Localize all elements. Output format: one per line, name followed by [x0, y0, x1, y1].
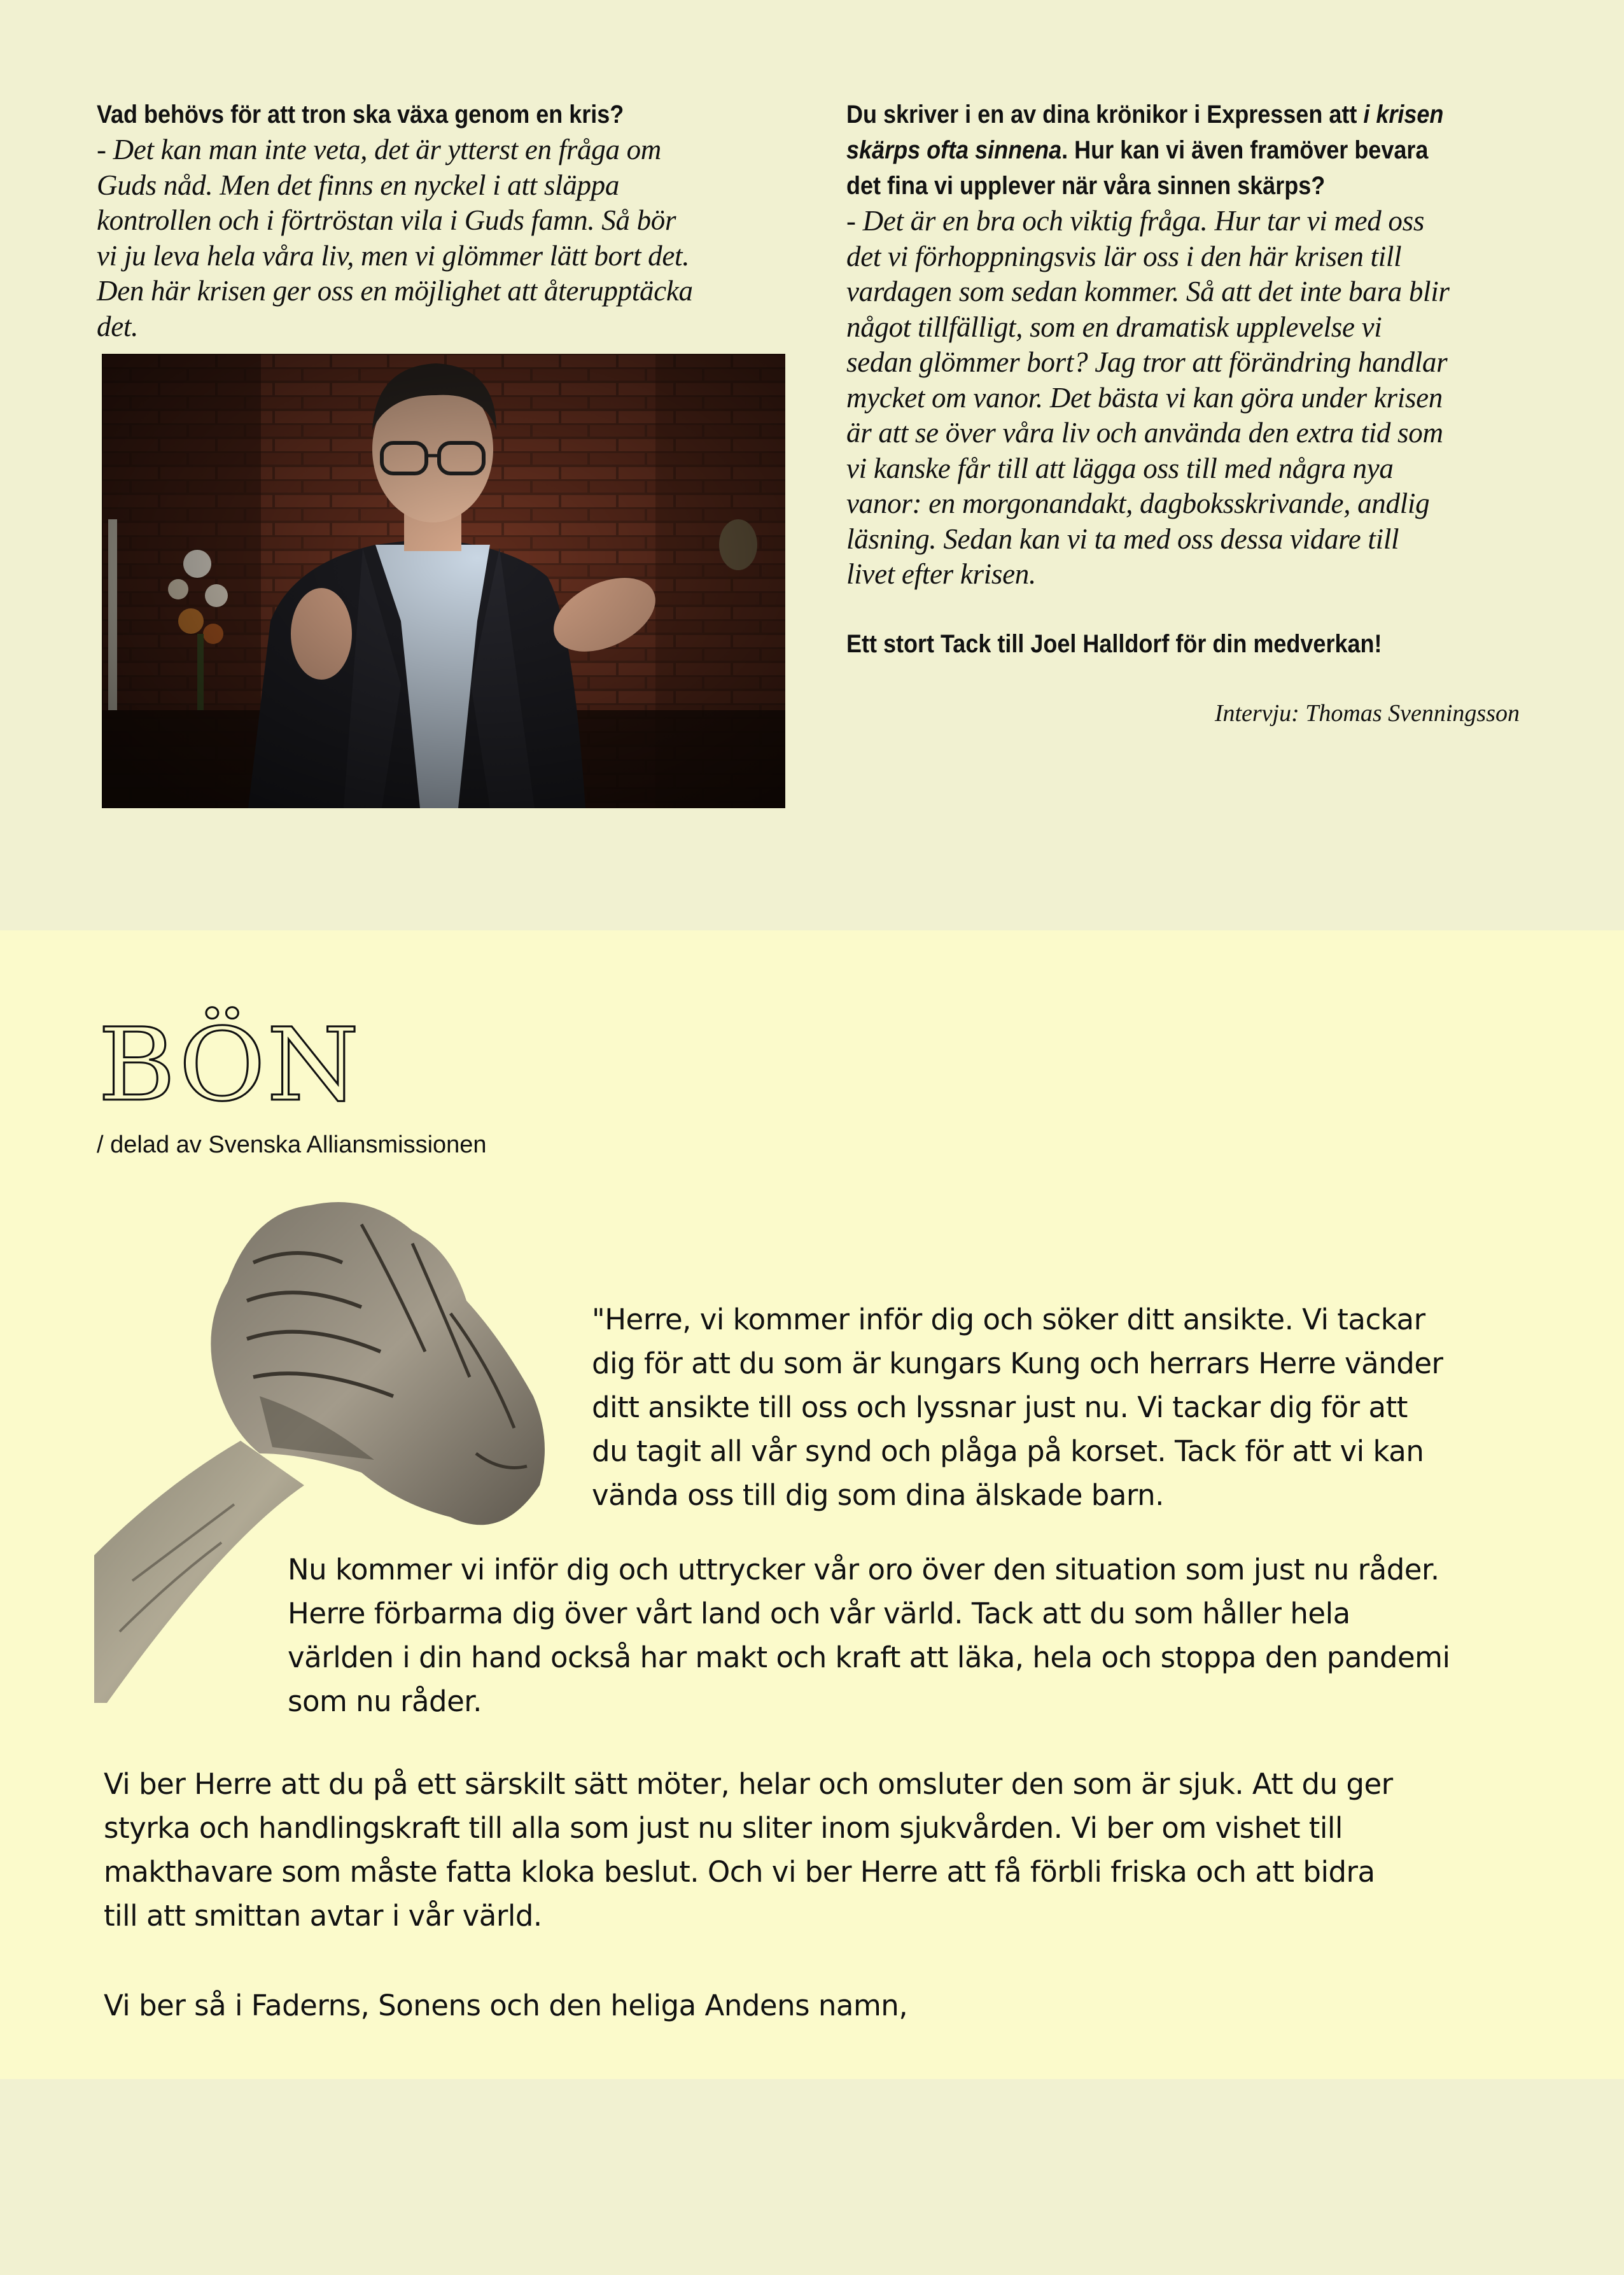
interview-credit: Intervju: Thomas Svenningsson — [1214, 700, 1520, 727]
answer-1: - Det kan man inte veta, det är ytterst en fråga om Guds nåd. Men det finns en nyckel i att släppa kontrollen och i förtröstan vila i Guds famn. Så bör vi ju leva hela våra liv, men vi glömmer lätt bort det. Den här krisen ger oss en möjlighet att återupptäcka det. — [97, 134, 693, 342]
question-2 — [846, 97, 1482, 204]
speaker-photo — [102, 354, 785, 808]
prayer-title: BÖN — [98, 1007, 361, 1124]
answer-2: - Det är en bra och viktig fråga. Hur tar vi med oss det vi förhoppningsvis lär oss i den här krisen till vardagen som sedan kommer. Så att det inte bara blir något tillfälligt, som en dramatisk upplevelse vi sedan glömmer bort? Jag tror att förändring handlar mycket om vanor. Det bästa vi kan göra under krisen är att se över våra liv och använda den extra tid som vi kanske får till att lägga oss till med några nya vanor: en morgonandakt, dagboksskrivande, andlig läsning. Sedan kan vi ta med oss dessa vidare till livet efter krisen. — [846, 205, 1450, 590]
prayer-paragraph-2: Nu kommer vi inför dig och uttrycker vår oro över den situation som just nu råder. Herre förbarma dig över vårt land och vår värld. Tack att du som håller hela världen i din hand också har makt och kraft att läka, hela och stoppa den pandemi som nu råder. — [288, 1553, 1450, 1718]
question-1: Vad behövs för att tron ska växa genom en kris? — [97, 101, 624, 129]
interview-left-column — [97, 97, 809, 344]
prayer-paragraph-1: "Herre, vi kommer inför dig och söker ditt ansikte. Vi tackar dig för att du som är kungars Kung och herrars Herre vänder ditt ansikte till oss och lyssnar just nu. Vi tackar dig för att du tagit all vår synd och plåga på korset. Tack för att vi kan vända oss till dig som dina älskade barn. — [592, 1303, 1443, 1512]
prayer-paragraph-4: Vi ber så i Faderns, Sonens och den heliga Andens namn, — [104, 1989, 908, 2022]
prayer-subtitle: / delad av Svenska Alliansmissionen — [97, 1131, 487, 1158]
thanks-line: Ett stort Tack till Joel Halldorf för din medverkan! — [846, 630, 1382, 658]
prayer-paragraph-3: Vi ber Herre att du på ett särskilt sätt möter, helar och omsluter den som är sjuk. Att du ger styrka och handlingskraft till alla som just nu sliter inom sjukvården. Vi ber om vishet till makthavare som måste fatta kloka beslut. Och vi ber Herre att få förbli friska och att bidra till att smittan avtar i vår värld. — [104, 1767, 1393, 1933]
question-2-part-1: Du skriver i en av dina krönikor i Expressen att — [846, 101, 1364, 129]
speaker-photo-illustration — [102, 354, 785, 808]
interview-right-column — [846, 97, 1553, 592]
question-2-emphasis: i krisen skärps ofta sinnena — [846, 101, 1444, 164]
question-2-part-2: . Hur kan vi även framöver bevara det fina vi upplever när våra sinnen skärps? — [846, 136, 1429, 200]
bottom-margin — [0, 2079, 1624, 2275]
